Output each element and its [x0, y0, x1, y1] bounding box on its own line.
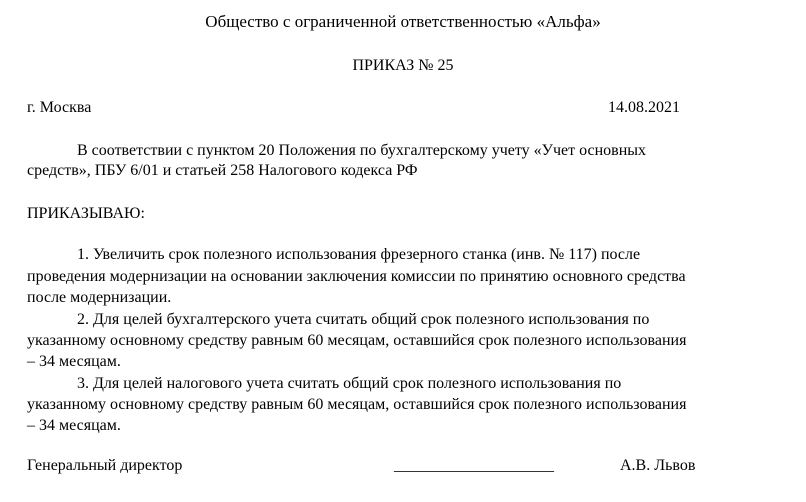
signature-line: ____________________	[394, 457, 554, 474]
item-1-line-1: 1. Увеличить срок полезного использования фрезерного станка (инв. № 117) после	[77, 246, 641, 263]
item-3-line-1: 3. Для целей налогового учета считать общий срок полезного использования по	[77, 375, 622, 392]
item-3-line-3: – 34 месяцам.	[27, 417, 121, 434]
signature-name: А.В. Львов	[620, 457, 696, 474]
order-title: ПРИКАЗ № 25	[352, 57, 454, 74]
item-2-line-2: указанному основному средству равным 60 месяцам, оставшийся срок полезного использования	[27, 332, 687, 349]
order-word: ПРИКАЗЫВАЮ:	[27, 205, 145, 222]
organization-name: Общество с ограниченной ответственностью «Альфа»	[205, 12, 601, 31]
item-2-line-3: – 34 месяцам.	[27, 353, 121, 370]
item-1-line-3: после модернизации.	[27, 289, 172, 306]
order-date: 14.08.2021	[608, 99, 680, 116]
item-1-line-2: проведения модернизации на основании заключения комиссии по принятию основного средства	[27, 268, 686, 285]
item-3-line-2: указанному основному средству равным 60 месяцам, оставшийся срок полезного использования	[27, 396, 687, 413]
preamble-line-2: средств», ПБУ 6/01 и статьей 258 Налогового кодекса РФ	[27, 162, 418, 179]
preamble-line-1: В соответствии с пунктом 20 Положения по бухгалтерскому учету «Учет основных	[77, 142, 647, 159]
signature-position: Генеральный директор	[27, 457, 183, 474]
item-2-line-1: 2. Для целей бухгалтерского учета считать общий срок полезного использования по	[77, 311, 650, 328]
city: г. Москва	[27, 99, 92, 116]
